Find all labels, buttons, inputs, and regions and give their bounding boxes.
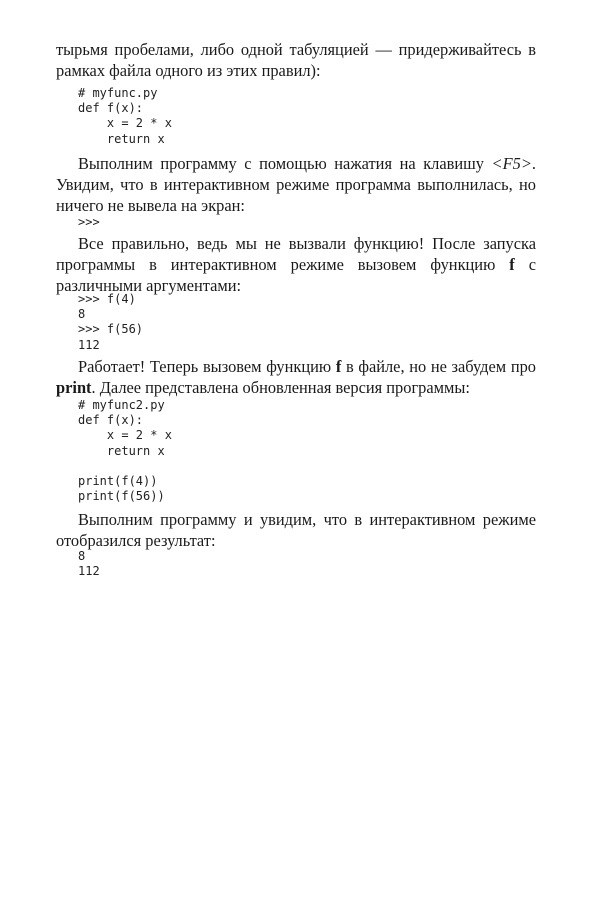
- paragraph-3-text-b: с различными аргументами:: [56, 255, 536, 295]
- paragraph-5: [56, 509, 536, 551]
- code-block-prompt: [78, 215, 100, 230]
- code-line: 8: [78, 307, 86, 322]
- paragraph-5-text: Выполним программу и увидим, что в интерактивном режиме отобразился результат:: [56, 510, 536, 550]
- code-line: >>> f(56): [78, 322, 144, 337]
- code-block-interactive: [78, 292, 143, 353]
- code-line: x = 2 * x: [78, 428, 172, 443]
- function-name-print: print: [56, 378, 92, 397]
- paragraph-3-text-a: Все правильно, ведь мы не вызвали функцию! После запуска программы в интерактивном режиме вызовем функцию: [56, 234, 536, 274]
- code-block-output: [78, 549, 100, 579]
- code-block-myfunc2: [78, 398, 172, 504]
- code-line: >>> f(4): [78, 292, 136, 306]
- code-line: x = 2 * x: [78, 116, 172, 131]
- key-f5: <F5>: [491, 154, 532, 173]
- code-line: # myfunc2.py: [78, 398, 165, 412]
- function-name-f: f: [509, 255, 515, 274]
- code-line: 112: [78, 564, 100, 579]
- code-line: def f(x):: [78, 101, 144, 116]
- paragraph-3: [56, 233, 536, 296]
- code-line: print(f(56)): [78, 489, 165, 504]
- paragraph-4: [56, 356, 536, 398]
- code-line: 112: [78, 337, 100, 352]
- code-line: >>>: [78, 215, 100, 229]
- paragraph-1: [56, 39, 536, 81]
- code-line: return x: [78, 131, 165, 146]
- code-block-myfunc: [78, 86, 172, 147]
- code-line: [78, 459, 172, 474]
- paragraph-2-text-b: . Увидим, что в интерактивном режиме программа выполнилась, но ничего не вывела на экран:: [56, 154, 536, 215]
- code-line: # myfunc.py: [78, 86, 158, 100]
- paragraph-4-text-b: в файле, но не забудем про: [341, 357, 536, 376]
- paragraph-4-text-a: Работает! Теперь вызовем функцию: [78, 357, 336, 376]
- code-line: def f(x):: [78, 413, 144, 428]
- paragraph-2-text-a: Выполним программу с помощью нажатия на клавишу: [78, 154, 492, 173]
- code-line: 8: [78, 549, 86, 563]
- paragraph-1-text: тырьмя пробелами, либо одной табуляцией — придерживайтесь в рамках файла одного из этих правил):: [56, 40, 536, 80]
- paragraph-2: [56, 153, 536, 216]
- code-line: print(f(4)): [78, 474, 158, 489]
- paragraph-4-text-c: . Далее представлена обновленная версия программы:: [91, 378, 470, 397]
- function-name-f: f: [335, 357, 342, 376]
- code-line: return x: [78, 443, 165, 458]
